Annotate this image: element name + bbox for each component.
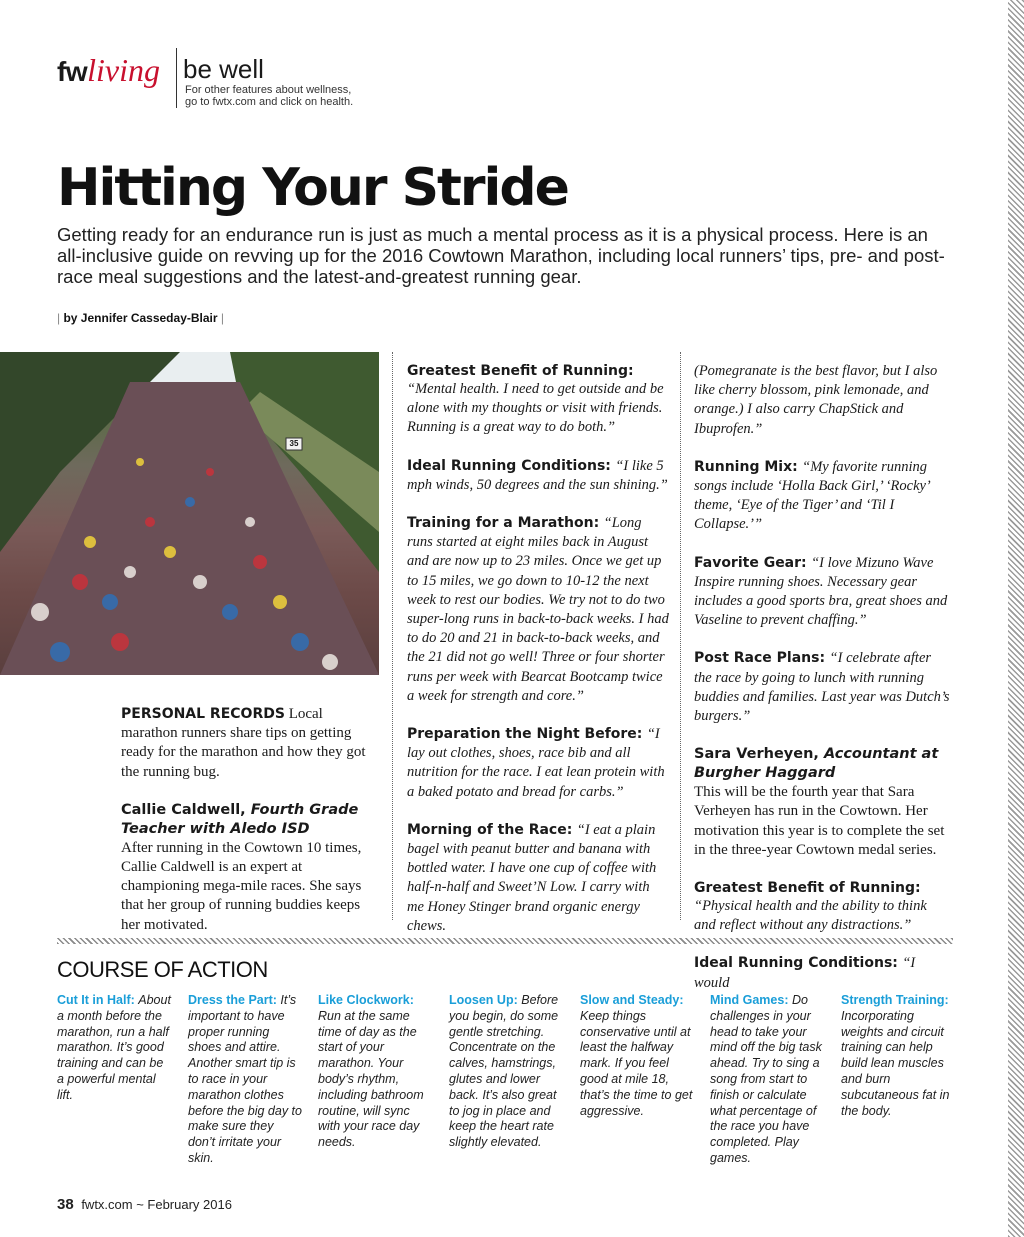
qa-item: Favorite Gear: “I love Mizuno Wave Inspire running shoes. Necessary gear includes a good sports bra, great shoes and Vaseline to prevent chaffing.” (694, 554, 948, 629)
qa-item: Preparation the Night Before: “I lay out clothes, shoes, race bib and all nutrition for the race. I eat lean protein with a baked potato and bread for carbs.” (407, 726, 665, 800)
section-divider (57, 938, 953, 944)
fwliving-logo: fwliving (57, 52, 160, 88)
logo-divider (176, 48, 177, 108)
article-headline: Hitting Your Stride (57, 158, 568, 218)
person-heading: Callie Caldwell, Fourth Grade Teacher with Aledo ISD (121, 801, 359, 837)
section-note: For other features about wellness, go to fwtx.com and click on health. (185, 84, 354, 108)
lead-column (121, 705, 381, 935)
footer-text: fwtx.com ~ February 2016 (81, 1197, 232, 1212)
course-of-action-tip: Loosen Up: Before you begin, do some gentle stretching. Concentrate on the calves, hamstrings, glutes and lower back. It’s also great to jog in place and keep the heart rate slightly elevated. (449, 993, 559, 1150)
qa-item: Greatest Benefit of Running: “Physical health and the ability to think and reflect without any distractions.” (694, 880, 927, 934)
article-deck: Getting ready for an endurance run is just as much a mental process as it is a physical process. Here is an all-inclusive guide on revving up for the 2016 Cowtown Marathon, including local runners’ tips, pre- and post-race meal suggestions and the latest-and-greatest running gear. (57, 224, 945, 287)
qa-item: Post Race Plans: “I celebrate after the race by going to lunch with running buddies and families. Last year was Dutch’s burgers.” (694, 650, 950, 725)
marathon-crowd-photo (0, 352, 379, 675)
article-column-2 (407, 362, 669, 955)
course-of-action-tip: Cut It in Half: About a month before the marathon, run a half marathon. It’s good training and can be a powerful mental lift. (57, 993, 171, 1102)
page-number: 38 (57, 1196, 74, 1213)
course-of-action-title: COURSE OF ACTION (57, 957, 268, 982)
course-of-action-tip: Like Clockwork: Run at the same time of day as the start of your marathon. Your body’s rhythm, including bathroom routine, will sync with your race day needs. (318, 993, 424, 1150)
qa-item: Greatest Benefit of Running: “Mental health. I need to get outside and be alone with my thoughts or visit with friends. Running is a great way to do both.” (407, 363, 664, 436)
person-heading: Sara Verheyen, Accountant at Burgher Haggard (694, 746, 939, 782)
person-bio: This will be the fourth year that Sara Verheyen has run in the Cowtown. Her motivation this year is to complete the set in the three-year Cowtown medal series. (694, 784, 945, 858)
column-divider (680, 352, 681, 920)
quote-continuation: (Pomegranate is the best flavor, but I also like cherry blossom, pink lemonade, and orange.) I also carry ChapStick and Ibuprofen.” (694, 363, 938, 437)
column-divider (392, 352, 393, 920)
crowd-illustration (0, 352, 379, 675)
page-footer (57, 1196, 232, 1213)
qa-item: Ideal Running Conditions: “I like 5 mph winds, 50 degrees and the sun shining.” (407, 457, 668, 493)
speed-limit-sign: 35 (289, 439, 299, 448)
personal-records-intro: PERSONAL RECORDS Local marathon runners share tips on getting ready for the marathon and how they got the running bug. (121, 706, 366, 780)
course-of-action-tip: Dress the Part: It’s important to have proper running shoes and attire. Another smart tip is to race in your marathon clothes before the big day to make sure they don’t irritate your skin. (188, 993, 302, 1165)
article-column-3 (694, 362, 950, 1012)
person-bio: After running in the Cowtown 10 times, Callie Caldwell is an expert at championing mega-mile races. She says that her group of running buddies keeps her motivated. (121, 839, 362, 933)
section-name: be well (183, 54, 264, 84)
qa-item: Ideal Running Conditions: “I would (694, 955, 916, 991)
course-of-action-tip: Strength Training: Incorporating weights and circuit training can help build lean muscles and burn subcutaneous fat in the body. (841, 993, 950, 1118)
article-byline: | by Jennifer Casseday-Blair | (57, 311, 225, 325)
personal-records-label: PERSONAL RECORDS (121, 706, 285, 722)
qa-item: Morning of the Race: “I eat a plain bagel with peanut butter and banana with bottled water. I have one cup of coffee with half-n-half and Sweet’N Low. I carry with me Honey Stinger brand organic energy chews. (407, 821, 657, 934)
course-of-action-tip: Slow and Steady: Keep things conservative until at least the halfway mark. If you feel good at mile 18, that’s the time to get aggressive. (580, 993, 693, 1118)
decorative-hatch-border (1008, 0, 1024, 1237)
qa-item: Training for a Marathon: “Long runs started at eight miles back in August and are now up to 23 miles. Once we get up to 15 miles, we go down to 10-12 the next week to rest our bodies. We try not to do two super-long runs in back-to-back weeks. I had to do 20 and 21 in back-to-back weeks, and the 21 did not go well! Three or four shorter runs per week with Bearcat Bootcamp twice a week for strength and core.” (407, 515, 669, 704)
qa-item: Running Mix: “My favorite running songs include ‘Holla Back Girl,’ ‘Rocky’ theme, ‘Eye of the Tiger’ and ‘Til I Collapse.’” (694, 458, 930, 533)
course-of-action-tip: Mind Games: Do challenges in your head to take your mind off the big task ahead. Try to sing a song from start to finish or calculate what percentage of the race you have completed. Play games. (710, 993, 822, 1165)
